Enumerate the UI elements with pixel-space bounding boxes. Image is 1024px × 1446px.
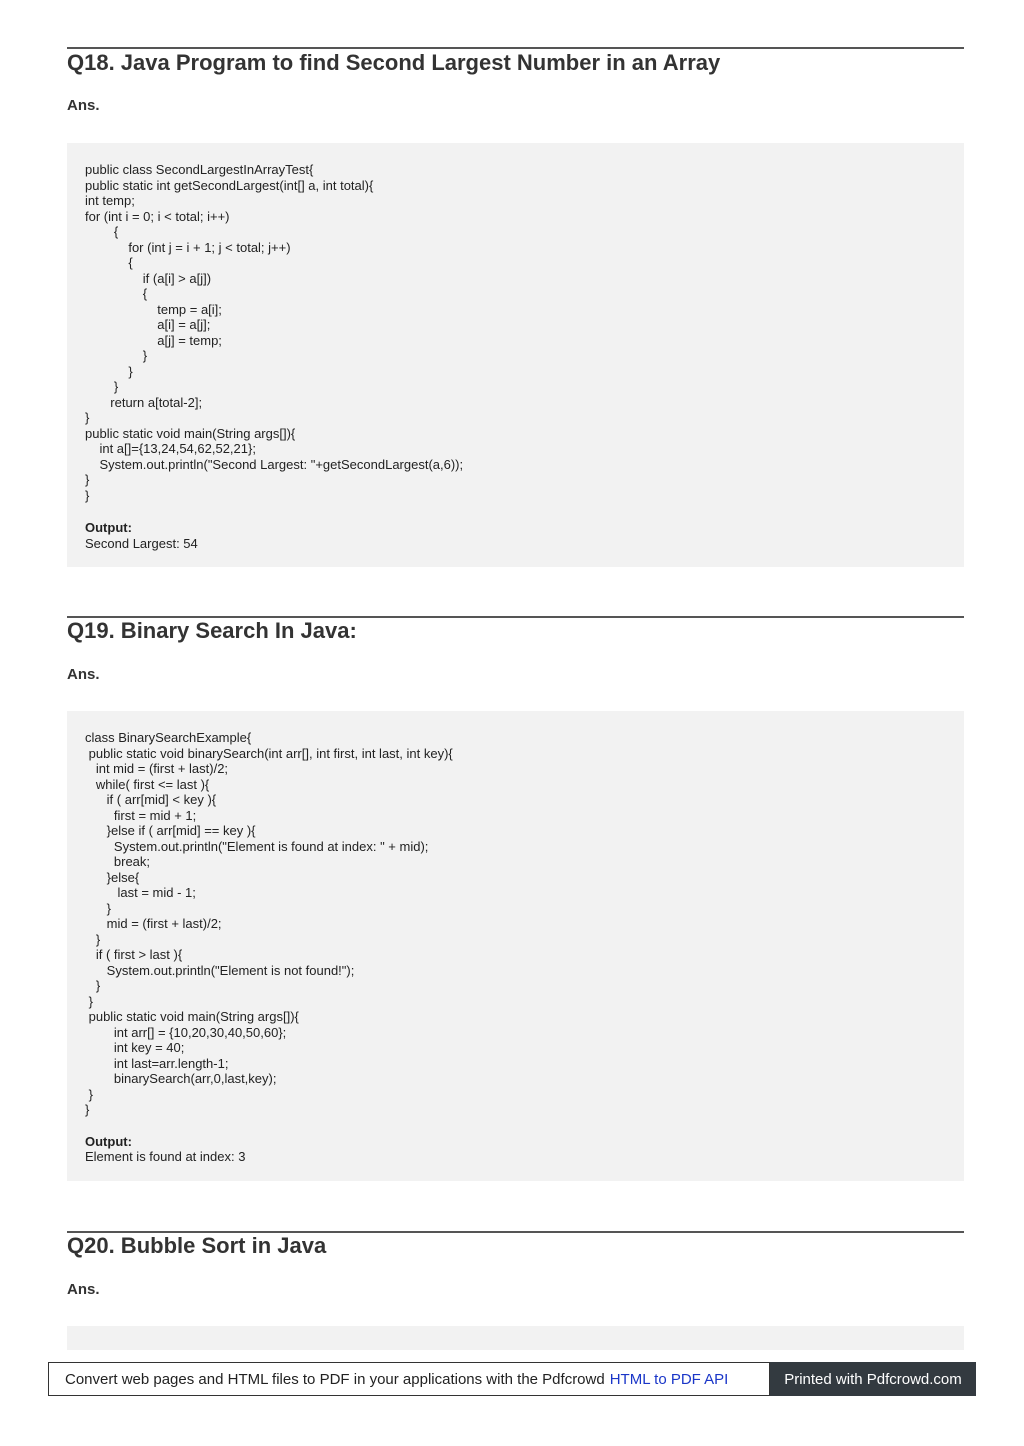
answer-label: Ans. bbox=[67, 666, 100, 683]
pdfcrowd-footer bbox=[48, 1362, 976, 1396]
printed-with-pdfcrowd-link[interactable]: Printed with Pdfcrowd.com bbox=[770, 1362, 976, 1396]
output-value: Second Largest: 54 bbox=[85, 535, 198, 551]
question-title: Q19. Binary Search In Java: bbox=[67, 618, 357, 643]
code-listing: public class SecondLargestInArrayTest{ public static int getSecondLargest(int[] a, int total){ int temp; for (int i = 0; i < total; i++) { for (int j = i + 1; j < total; j++) { if (a[i] > a[j]) { temp = a[i]; a[i] = a[j]; a[j] = temp; } } } return a[total-2]; } public static void main(String args[]){ int a[]={13,24,54,62,52,21}; System.out.println("Second Largest: "+getSecondLargest(a,6)); } } bbox=[85, 162, 464, 503]
html-to-pdf-api-link[interactable]: HTML to PDF API bbox=[609, 1370, 729, 1388]
section-divider bbox=[67, 47, 964, 49]
question-title: Q18. Java Program to find Second Largest Number in an Array bbox=[67, 50, 721, 75]
code-block bbox=[67, 143, 964, 567]
question-title: Q20. Bubble Sort in Java bbox=[67, 1233, 327, 1258]
output-label: Output: bbox=[85, 520, 132, 535]
output-value: Element is found at index: 3 bbox=[85, 1149, 246, 1164]
code-listing: class BinarySearchExample{ public static void binarySearch(int arr[], int first, int last, int key){ int mid = (first + last)/2; while( first <= last ){ if ( arr[mid] < key ){ first = mid + 1; }else if ( arr[mid] == key ){ System.out.println("Element is found at index: " + mid); break; }else{ last = mid - 1; } mid = (first + last)/2; } if ( first > last ){ System.out.println("Element is not found!"); } } public static void main(String args[]){ int arr[] = {10,20,30,40,50,60}; int key = 40; int last=arr.length-1; binarySearch(arr,0,last,key); } } bbox=[85, 730, 453, 1117]
code-block bbox=[67, 711, 964, 1181]
footer-promo bbox=[48, 1362, 770, 1396]
answer-label: Ans. bbox=[67, 97, 100, 114]
footer-text: Convert web pages and HTML files to PDF in your applications with the Pdfcrowd bbox=[65, 1370, 605, 1388]
output-label: Output: bbox=[85, 1133, 132, 1149]
answer-label: Ans. bbox=[67, 1281, 100, 1298]
code-block bbox=[67, 1326, 964, 1350]
